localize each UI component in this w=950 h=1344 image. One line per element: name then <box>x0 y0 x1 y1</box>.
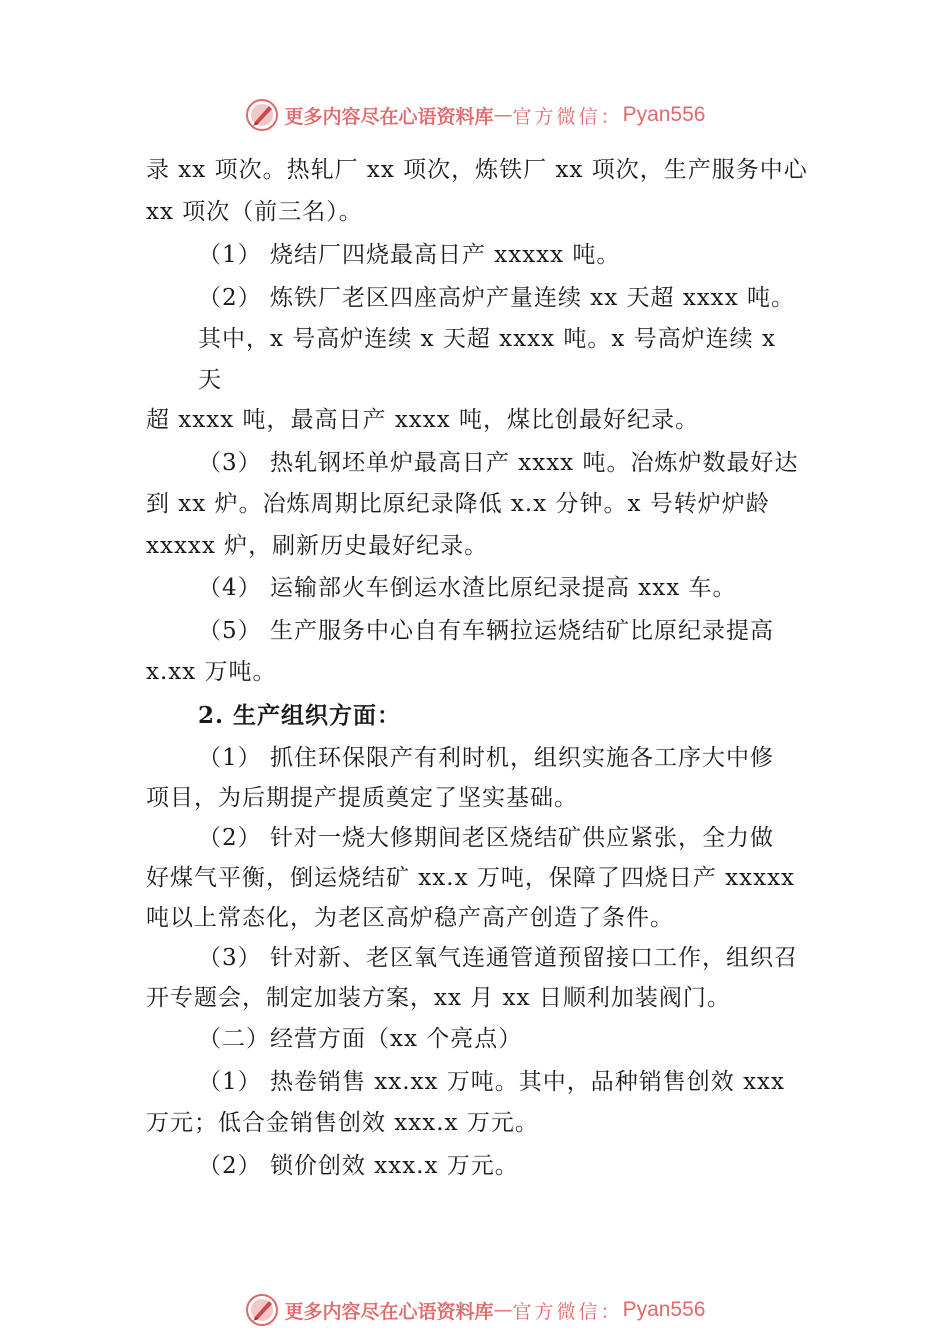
list-item: （1） 热卷销售 xx.xx 万吨。其中，品种销售创效 xxx <box>198 1069 785 1095</box>
banner-brand: 更多内容尽在心语资料库 <box>284 105 494 128</box>
list-item: （1） 烧结厂四烧最高日产 xxxxx 吨。 <box>198 242 621 268</box>
text-line: 天 <box>198 367 222 393</box>
list-item: （2） 针对一烧大修期间老区烧结矿供应紧张，全力做 <box>198 825 774 851</box>
text-line: 到 xx 炉。冶炼周期比原纪录降低 x.x 分钟。x 号转炉炉龄 <box>146 491 770 517</box>
banner-dash: — <box>493 104 513 126</box>
list-item: （2） 炼铁厂老区四座高炉产量连续 xx 天超 xxxx 吨。 <box>198 285 796 311</box>
text-line: xxxxx 炉，刷新历史最好纪录。 <box>146 533 489 559</box>
text-line: 万元；低合金销售创效 xxx.x 万元。 <box>146 1110 539 1136</box>
list-item: （4） 运输部火车倒运水渣比原纪录提高 xxx 车。 <box>198 575 737 601</box>
banner-wechat-label: 官方微信： <box>512 105 623 128</box>
list-item: （3） 针对新、老区氧气连通管道预留接口工作，组织召 <box>198 945 798 971</box>
text-line: x.xx 万吨。 <box>146 659 277 685</box>
quill-seal-icon <box>245 1293 279 1327</box>
banner-wechat-id: Pyan556 <box>622 1298 706 1321</box>
list-item: （1） 抓住环保限产有利时机，组织实施各工序大中修 <box>198 745 774 771</box>
text-line: 开专题会，制定加装方案，xx 月 xx 日顺利加装阀门。 <box>146 985 731 1011</box>
section-heading: （二）经营方面（xx 个亮点） <box>198 1026 523 1052</box>
footer-banner <box>0 1290 950 1330</box>
section-heading: 2. 生产组织方面： <box>198 702 402 729</box>
banner-dash: — <box>493 1299 513 1321</box>
banner-wechat-id: Pyan556 <box>622 103 706 126</box>
header-banner <box>0 95 950 135</box>
banner-brand: 更多内容尽在心语资料库 <box>284 1300 494 1323</box>
text-line: 超 xxxx 吨，最高日产 xxxx 吨，煤比创最好纪录。 <box>146 407 700 433</box>
text-line: 吨以上常态化，为老区高炉稳产高产创造了条件。 <box>146 905 674 931</box>
text-line: 录 xx 项次。热轧厂 xx 项次，炼铁厂 xx 项次，生产服务中心 <box>146 157 808 183</box>
text-line: 项目，为后期提产提质奠定了坚实基础。 <box>146 785 578 811</box>
banner-wechat-label: 官方微信： <box>512 1300 623 1323</box>
list-item: （3） 热轧钢坯单炉最高日产 xxxx 吨。冶炼炉数最好达 <box>198 450 799 476</box>
list-item: （5） 生产服务中心自有车辆拉运烧结矿比原纪录提高 <box>198 618 774 644</box>
quill-seal-icon <box>245 98 279 132</box>
text-line: xx 项次（前三名）。 <box>146 199 363 225</box>
text-line: 其中，x 号高炉连续 x 天超 xxxx 吨。x 号高炉连续 x <box>198 326 776 352</box>
list-item: （2） 锁价创效 xxx.x 万元。 <box>198 1153 519 1179</box>
text-line: 好煤气平衡，倒运烧结矿 xx.x 万吨，保障了四烧日产 xxxxx <box>146 865 796 891</box>
